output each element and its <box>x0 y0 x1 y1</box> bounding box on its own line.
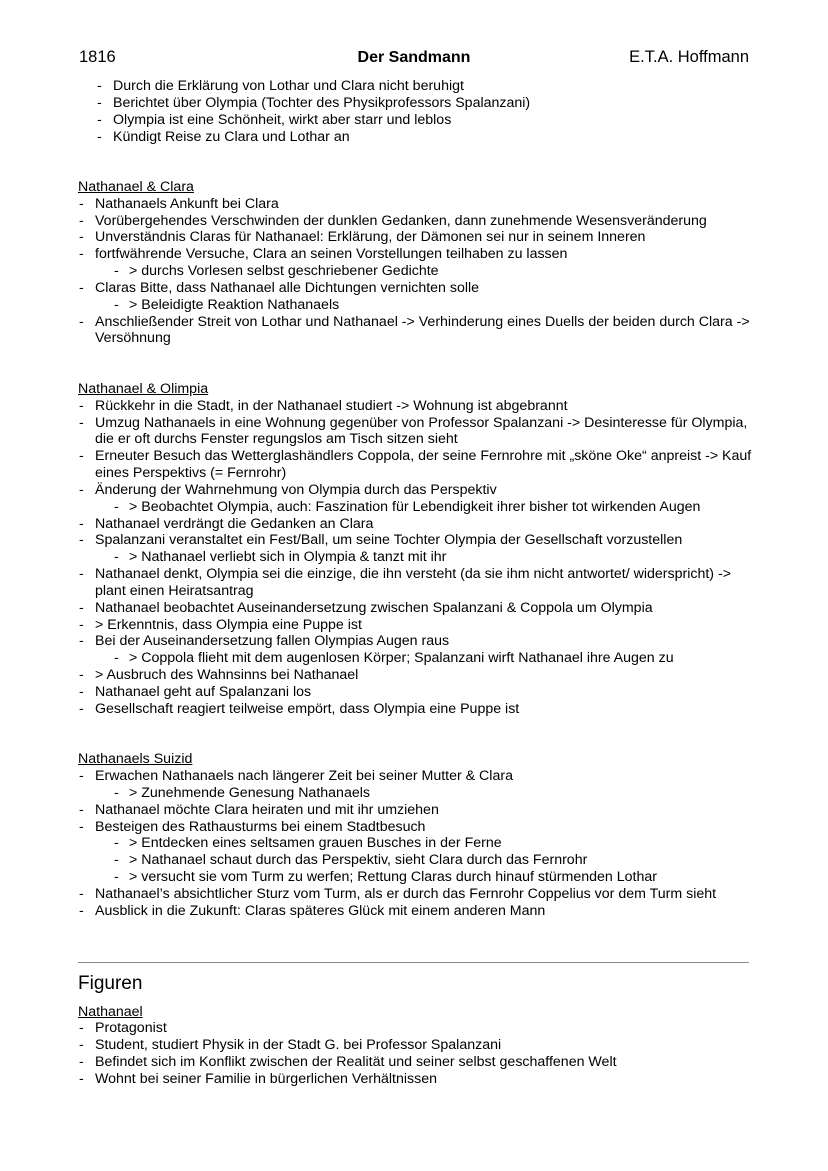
list-item-text: Nathanael möchte Clara heiraten und mit ihr umziehen <box>95 801 439 818</box>
list-item-text: > Erkenntnis, dass Olympia eine Puppe ist <box>95 616 362 633</box>
sub-list <box>95 263 758 280</box>
sub-list <box>95 549 758 566</box>
list-item: - Olympia ist eine Schönheit, wirkt aber starr und leblos <box>78 112 758 129</box>
list-item <box>78 600 758 617</box>
summary-section <box>78 751 758 919</box>
sub-list-item: - > Coppola flieht mit dem augenlosen Körper; Spalanzani wirft Nathanael ihre Augen zu <box>95 650 758 667</box>
sub-list-item: - > Beobachtet Olympia, auch: Faszination für Lebendigkeit ihrer bisher tot wirkenden Augen <box>95 499 758 516</box>
list-item: - Berichtet über Olympia (Tochter des Physikprofessors Spalanzani) <box>78 95 758 112</box>
list-item <box>78 415 758 449</box>
sub-list-item: - > Entdecken eines seltsamen grauen Busches in der Ferne <box>95 835 758 852</box>
list-item-text: Nathanael geht auf Spalanzani los <box>95 684 312 700</box>
header-year: 1816 <box>79 48 116 66</box>
list-item-text: Rückkehr in die Stadt, in der Nathanael studiert -> Wohnung ist abgebrannt <box>95 397 568 414</box>
list-item <box>78 633 758 667</box>
document-body <box>78 78 758 1088</box>
list-item-text: Wohnt bei seiner Familie in bürgerlichen Verhältnissen <box>95 1071 437 1087</box>
section-divider <box>78 962 749 963</box>
header-title: Der Sandmann <box>357 49 471 66</box>
list-item-text: Befindet sich im Konflikt zwischen der Realität und seiner selbst geschaffenen Welt <box>95 1054 617 1071</box>
list-item-text: Bei der Auseinandersetzung fallen Olympias Augen raus <box>95 633 450 650</box>
list-item: - Durch die Erklärung von Lothar und Clara nicht beruhigt <box>78 78 758 95</box>
list-item-text: Erwachen Nathanaels nach längerer Zeit bei seiner Mutter & Clara <box>95 768 513 785</box>
intro-list <box>78 78 758 145</box>
list-item-text: > Ausbruch des Wahnsinns bei Nathanael <box>95 667 359 684</box>
list-item <box>78 886 758 903</box>
list-item-text: Protagonist <box>95 1020 167 1037</box>
sub-list <box>95 835 758 886</box>
summary-section <box>78 381 758 718</box>
list-item <box>78 213 758 230</box>
figure-heading: Nathanael <box>78 1003 143 1020</box>
list-item <box>78 516 758 533</box>
list-item <box>78 903 758 920</box>
sub-list <box>95 650 758 667</box>
list-item <box>78 229 758 246</box>
list-item-text: Vorübergehendes Verschwinden der dunklen Gedanken, dann zunehmende Wesensveränderung <box>95 212 707 229</box>
list-item <box>78 819 758 886</box>
list-item <box>78 684 758 701</box>
sub-list-item: - > versucht sie vom Turm zu werfen; Rettung Claras durch hinauf stürmenden Lothar <box>95 869 758 886</box>
list-item <box>78 196 758 213</box>
summary-section <box>78 179 758 347</box>
page-header <box>79 48 749 70</box>
list-item <box>78 1020 758 1037</box>
list-item <box>78 398 758 415</box>
list-item <box>78 802 758 819</box>
list-item-text: Änderung der Wahrnehmung von Olympia durch das Perspektiv <box>95 481 497 498</box>
figures-title: Figuren <box>78 972 143 994</box>
list-item <box>78 566 758 600</box>
list-item <box>78 1054 758 1071</box>
bullet-list <box>78 196 758 348</box>
list-item-text: Erneuter Besuch das Wetterglashändlers Coppola, der seine Fernrohre mit „sköne Oke“ anpreist -> Kauf eines Perspektivs (= Fernrohr) <box>95 448 752 482</box>
list-item <box>78 532 758 566</box>
list-item-text: Unverständnis Claras für Nathanael: Erklärung, der Dämonen sei nur in seinem Inneren <box>95 229 646 246</box>
section-heading: Nathanael & Olimpia <box>78 380 209 397</box>
list-item-text: Nathanael denkt, Olympia sei die einzige, die ihn versteht (da sie ihm nicht antwortet/ widerspricht) -> plant einen Heiratsantrag <box>95 566 731 599</box>
list-item-text: Nathanael beobachtet Auseinandersetzung zwischen Spalanzani & Coppola um Olympia <box>95 599 653 616</box>
list-item-text: Besteigen des Rathausturms bei einem Stadtbesuch <box>95 818 426 835</box>
list-item-text: Nathanaels Ankunft bei Clara <box>95 195 279 212</box>
list-item-text: Nathanael’s absichtlicher Sturz vom Turm, als er durch das Fernrohr Coppelius vor dem Turm sieht <box>95 885 717 902</box>
header-author: E.T.A. Hoffmann <box>629 48 749 66</box>
sub-list-item: - > Nathanael schaut durch das Perspektiv, sieht Clara durch das Fernrohr <box>95 852 758 869</box>
list-item <box>78 768 758 802</box>
sections-container <box>78 179 758 920</box>
list-item <box>78 448 758 482</box>
figures-container <box>78 1004 758 1088</box>
list-item-text: Spalanzani veranstaltet ein Fest/Ball, um seine Tochter Olympia der Gesellschaft vorzustellen <box>95 532 683 549</box>
list-item-text: Ausblick in die Zukunft: Claras späteres Glück mit einem anderen Mann <box>95 902 546 919</box>
sub-list <box>95 499 758 516</box>
list-item <box>78 314 758 348</box>
list-item <box>78 617 758 634</box>
bullet-list <box>78 398 758 718</box>
list-item <box>78 246 758 280</box>
list-item <box>78 701 758 718</box>
list-item <box>78 1071 758 1088</box>
bullet-list <box>78 1020 758 1087</box>
sub-list-item: - > Zunehmende Genesung Nathanaels <box>95 785 758 802</box>
list-item-text: Nathanael verdrängt die Gedanken an Clara <box>95 515 374 532</box>
sub-list-item: - > durchs Vorlesen selbst geschriebener Gedichte <box>95 263 758 280</box>
list-item <box>78 1037 758 1054</box>
list-item <box>78 280 758 314</box>
section-heading: Nathanael & Clara <box>78 178 194 195</box>
list-item-text: fortfwährende Versuche, Clara an seinen Vorstellungen teilhaben zu lassen <box>95 246 568 263</box>
sub-list-item: - > Nathanael verliebt sich in Olympia & tanzt mit ihr <box>95 549 758 566</box>
section-heading: Nathanaels Suizid <box>78 751 193 768</box>
list-item <box>78 482 758 516</box>
list-item-text: Umzug Nathanaels in eine Wohnung gegenüber von Professor Spalanzani -> Desinteresse für Olympia, die er oft durchs Fenster regungslos am Tisch sitzen sieht <box>95 414 748 448</box>
list-item-text: Claras Bitte, dass Nathanael alle Dichtungen vernichten solle <box>95 279 480 296</box>
sub-list <box>95 297 758 314</box>
sub-list <box>95 785 758 802</box>
list-item-text: Anschließender Streit von Lothar und Nathanael -> Verhinderung eines Duells der beiden durch Clara -> Versöhnung <box>95 313 750 347</box>
list-item-text: Student, studiert Physik in der Stadt G. bei Professor Spalanzani <box>95 1037 502 1054</box>
bullet-list <box>78 768 758 920</box>
list-item-text: Gesellschaft reagiert teilweise empört, dass Olympia eine Puppe ist <box>95 700 520 717</box>
list-item <box>78 667 758 684</box>
list-item: - Kündigt Reise zu Clara und Lothar an <box>78 129 758 146</box>
sub-list-item: - > Beleidigte Reaktion Nathanaels <box>95 297 758 314</box>
